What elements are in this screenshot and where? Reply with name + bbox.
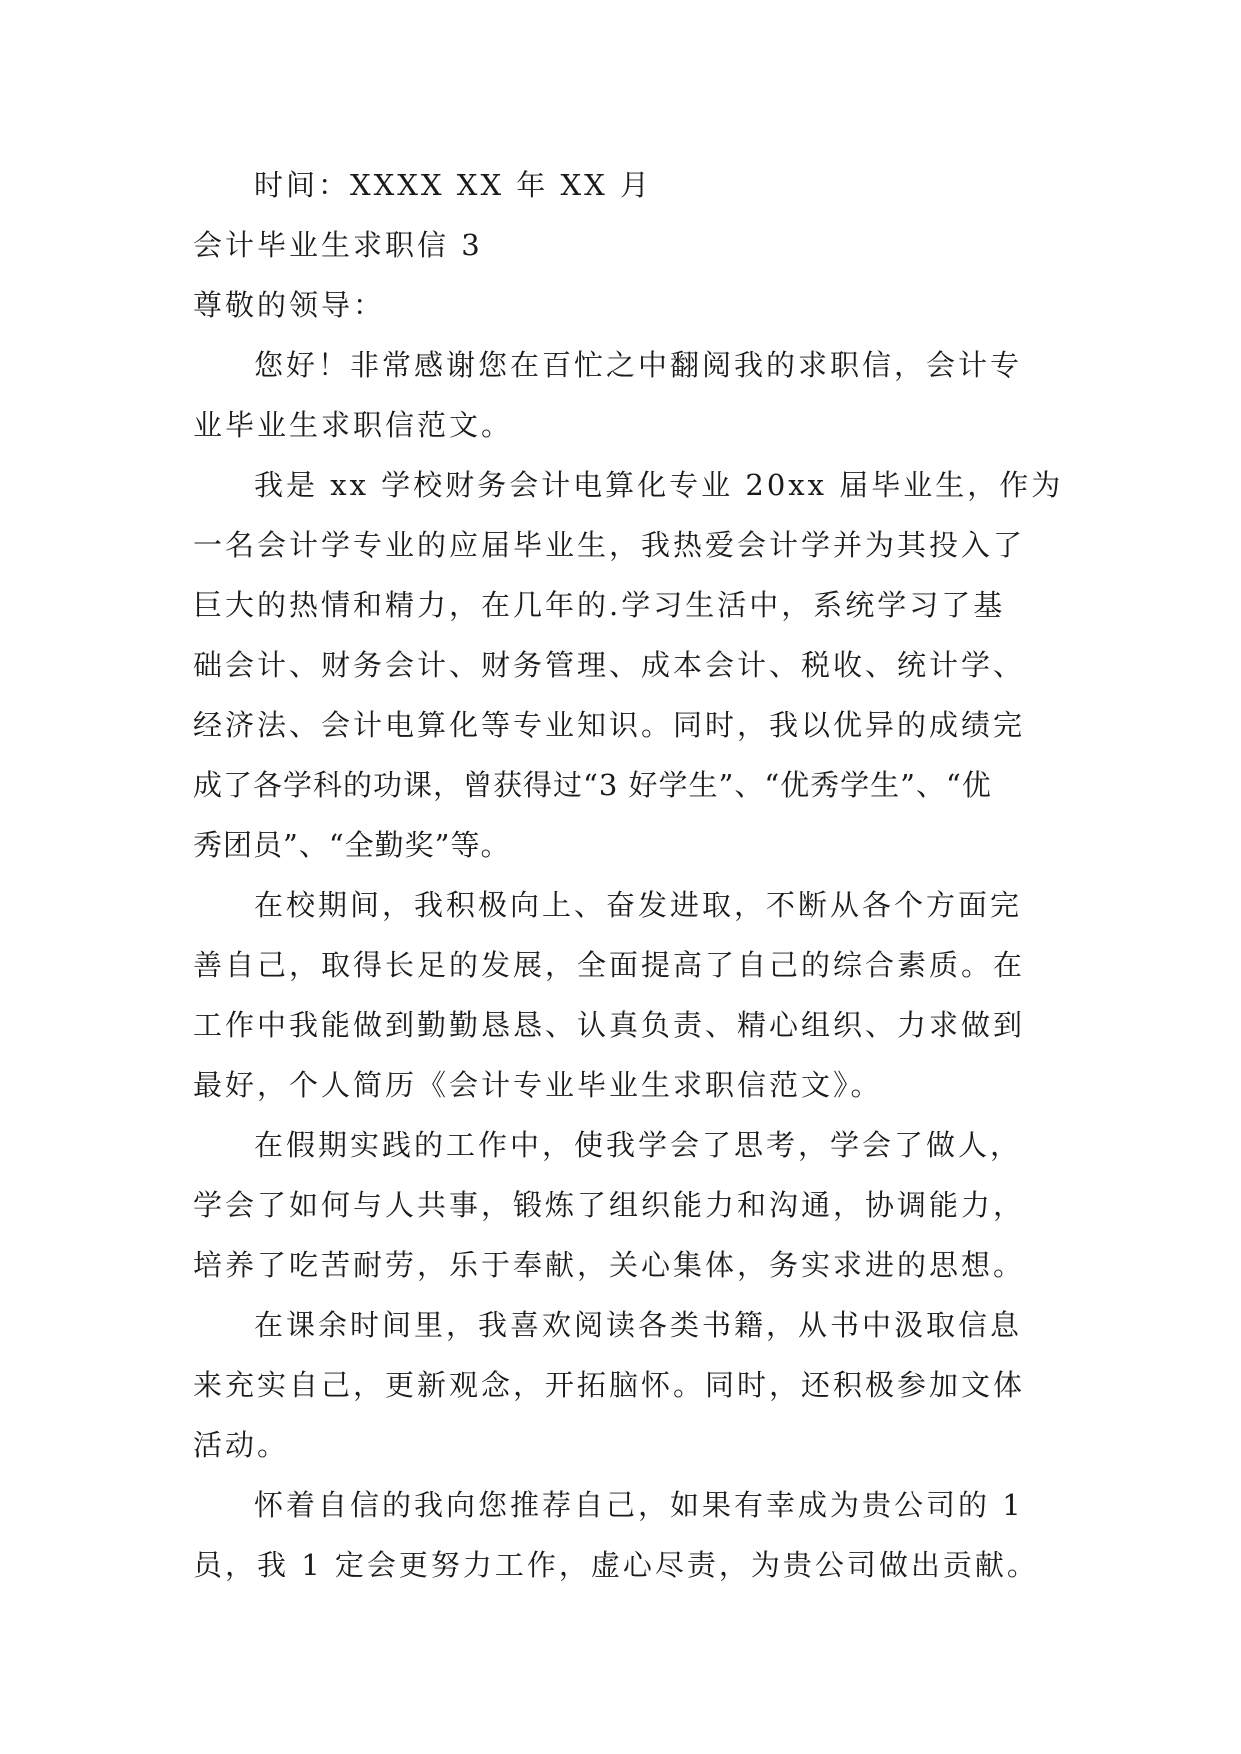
- paragraph-line: 工作中我能做到勤勤恳恳、认真负责、精心组织、力求做到: [193, 1008, 1026, 1042]
- paragraph-line: 最好，个人简历《会计专业毕业生求职信范文》。: [193, 1068, 883, 1102]
- date-line: 时间：XXXX XX 年 XX 月: [254, 168, 653, 202]
- paragraph-line: 在假期实践的工作中，使我学会了思考，学会了做人，: [254, 1128, 1023, 1162]
- paragraph-line: 经济法、会计电算化等专业知识。同时，我以优异的成绩完: [193, 708, 1026, 742]
- paragraph-line: 来充实自己，更新观念，开拓脑怀。同时，还积极参加文体: [193, 1368, 1026, 1402]
- paragraph-line: 础会计、财务会计、财务管理、成本会计、税收、统计学、: [193, 648, 1026, 682]
- paragraph-line: 一名会计学专业的应届毕业生，我热爱会计学并为其投入了: [193, 528, 1026, 562]
- paragraph-line: 学会了如何与人共事，锻炼了组织能力和沟通，协调能力，: [193, 1188, 1026, 1222]
- paragraph-line: 业毕业生求职信范文。: [193, 408, 514, 442]
- paragraph-line: 员，我 1 定会更努力工作，虚心尽责，为贵公司做出贡献。: [193, 1548, 1039, 1582]
- paragraph-line: 培养了吃苦耐劳，乐于奉献，关心集体，务实求进的思想。: [193, 1248, 1026, 1282]
- letter-title: 会计毕业生求职信 3: [193, 228, 483, 262]
- paragraph-line: 巨大的热情和精力，在几年的.学习生活中，系统学习了基: [193, 588, 1006, 622]
- paragraph-line: 我是 xx 学校财务会计电算化专业 20xx 届毕业生，作为: [254, 468, 1064, 502]
- paragraph-line: 在课余时间里，我喜欢阅读各类书籍，从书中汲取信息: [254, 1308, 1023, 1342]
- paragraph-line: 您好！非常感谢您在百忙之中翻阅我的求职信，会计专: [254, 348, 1023, 382]
- paragraph-line: 在校期间，我积极向上、奋发进取，不断从各个方面完: [254, 888, 1023, 922]
- paragraph-line: 成了各学科的功课，曾获得过“3 好学生”、“优秀学生”、“优: [193, 768, 992, 802]
- salutation: 尊敬的领导：: [193, 288, 386, 322]
- paragraph-line: 善自己，取得长足的发展，全面提高了自己的综合素质。在: [193, 948, 1026, 982]
- paragraph-line: 怀着自信的我向您推荐自己，如果有幸成为贵公司的 1: [254, 1488, 1024, 1522]
- paragraph-line: 活动。: [193, 1428, 290, 1462]
- paragraph-line: 秀团员”、“全勤奖”等。: [193, 828, 511, 862]
